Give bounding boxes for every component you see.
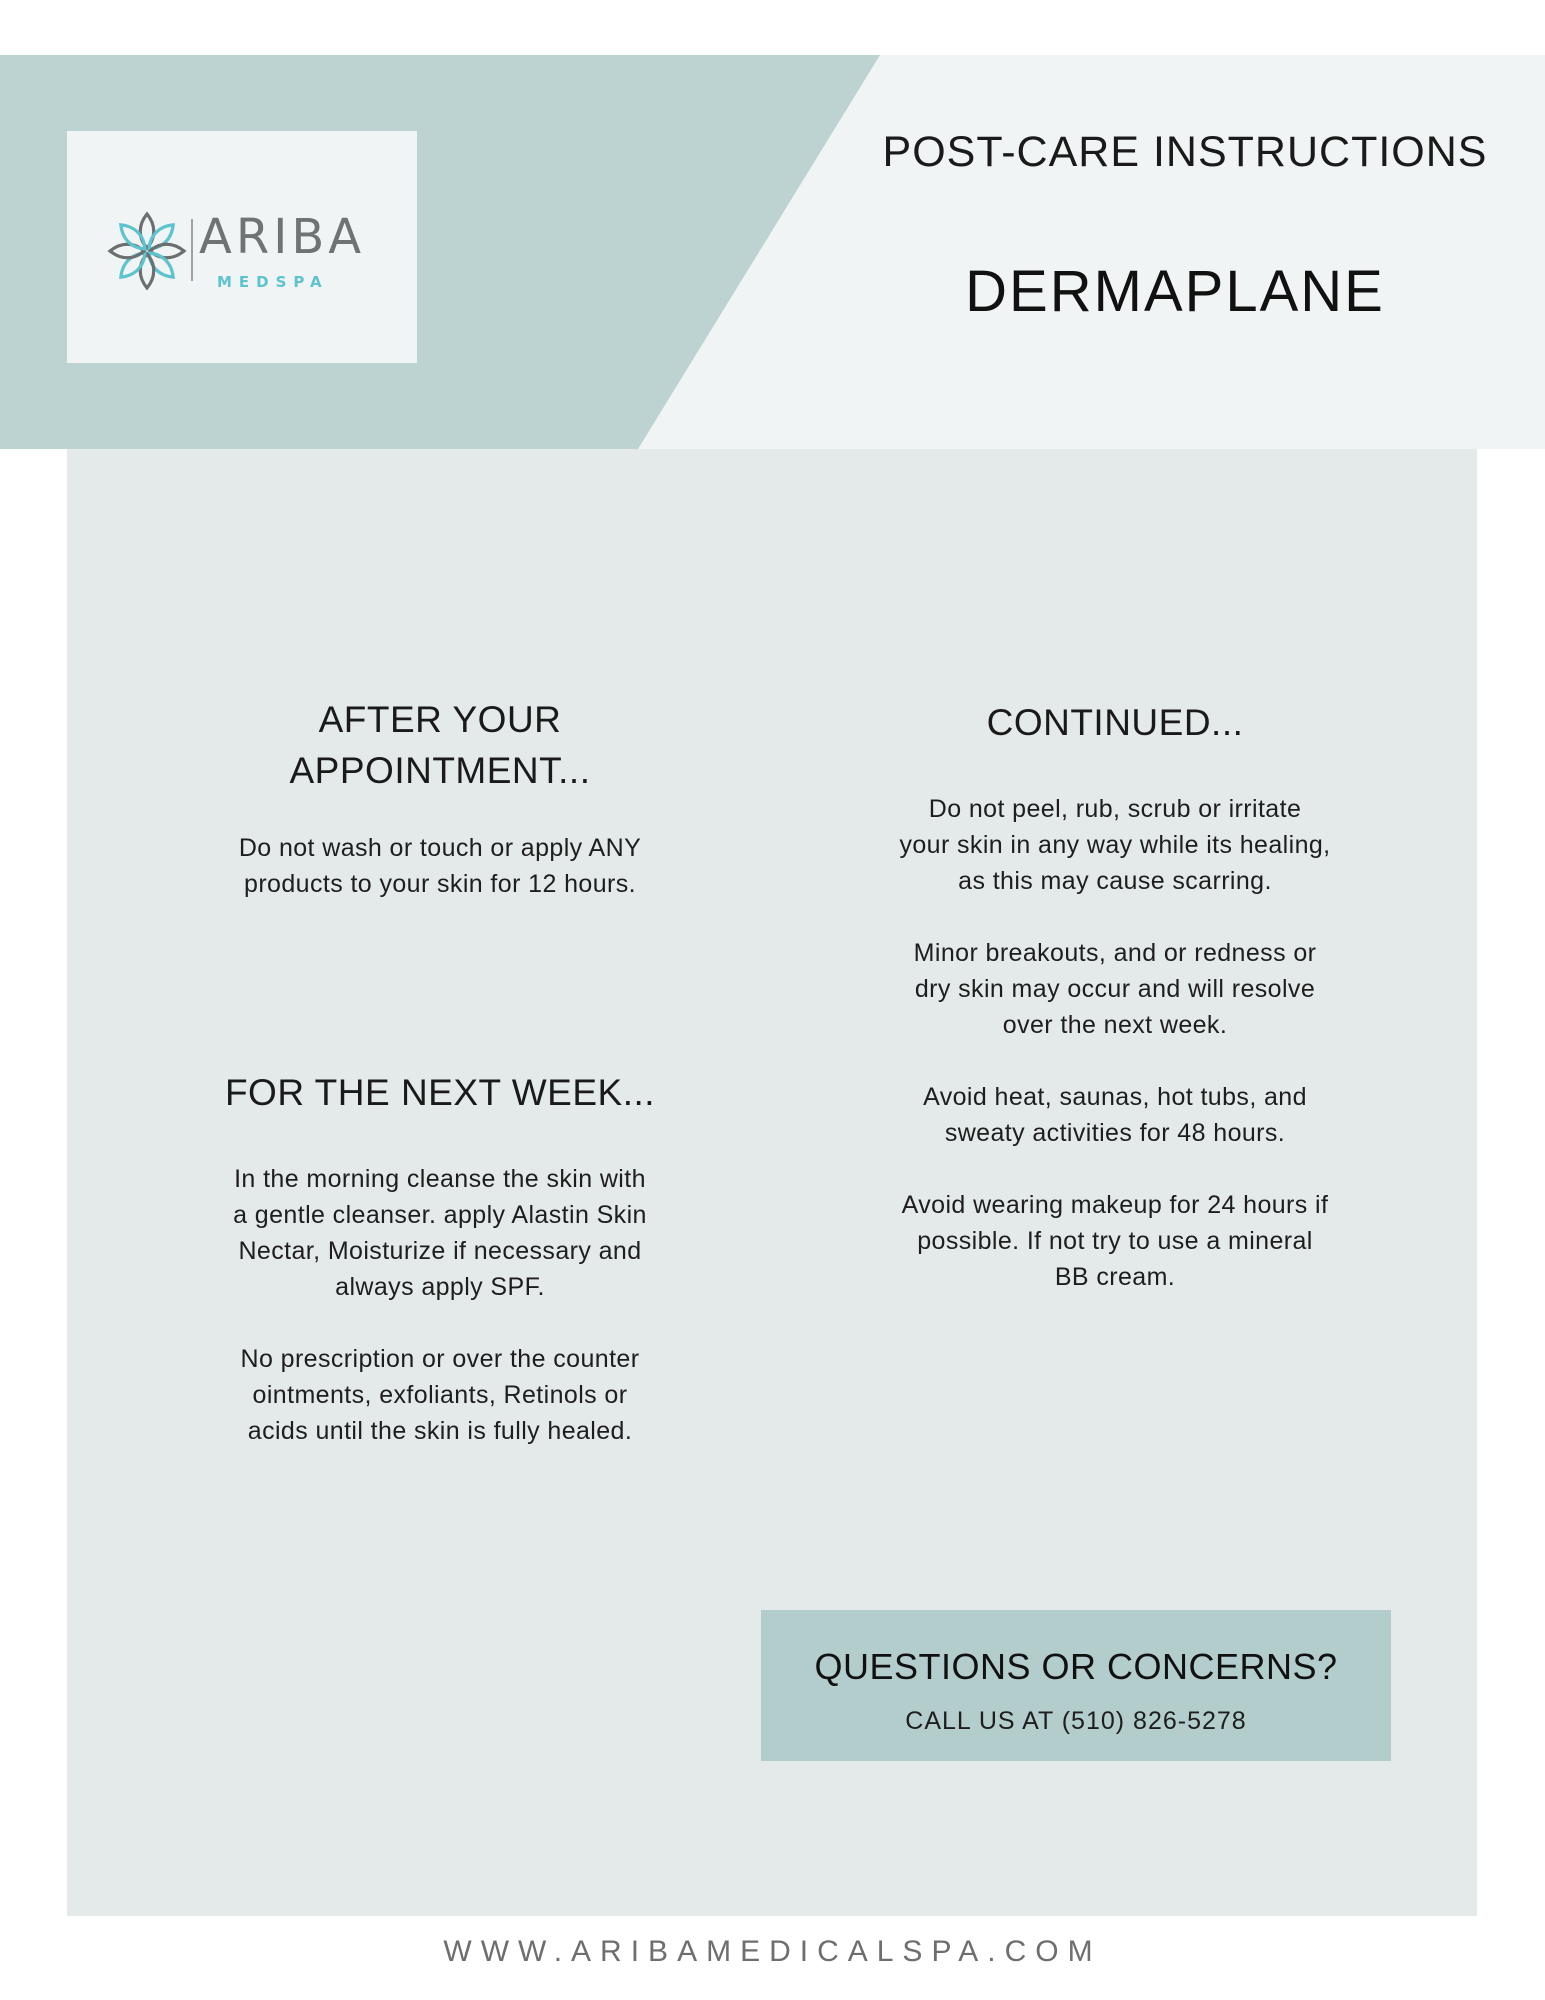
text-line: possible. If not try to use a mineral [917,1227,1313,1255]
text-line: In the morning cleanse the skin with [234,1165,646,1193]
text-line: Avoid heat, saunas, hot tubs, and [923,1083,1307,1111]
text-line: BB cream. [1054,1263,1176,1291]
text-line: Avoid wearing makeup for 24 hours if [901,1191,1329,1219]
logo-divider [191,219,193,281]
text-line: ointments, exfoliants, Retinols or [252,1381,628,1409]
continued-heading: CONTINUED... [986,702,1244,743]
text-line: Nectar, Moisturize if necessary and [238,1237,642,1265]
text-line: acids until the skin is fully healed. [247,1417,633,1445]
footer-website-link[interactable]: WWW.ARIBAMEDICALSPA.COM [443,1935,1102,1968]
text-line: always apply SPF. [335,1273,545,1301]
text-line: your skin in any way while its healing, [899,831,1331,859]
heading-line: AFTER YOUR [318,699,562,740]
text-line: Do not wash or touch or apply ANY [238,834,642,862]
text-line: a gentle cleanser. apply Alastin Skin [233,1201,647,1229]
text-line: over the next week. [1002,1011,1228,1039]
continued-paragraph-3 [845,1079,1385,1151]
contact-heading: QUESTIONS OR CONCERNS? [814,1646,1338,1687]
continued-paragraph-1 [845,791,1385,899]
text-line: sweaty activities for 48 hours. [944,1119,1286,1147]
header-kicker: POST-CARE INSTRUCTIONS [882,128,1488,176]
text-line: Do not peel, rub, scrub or irritate [928,795,1302,823]
after-appointment-text [180,830,700,902]
continued-paragraph-4 [845,1187,1385,1295]
contact-box [761,1610,1391,1761]
flower-logo-icon [107,211,187,291]
next-week-paragraph-2 [180,1341,700,1449]
text-line: products to your skin for 12 hours. [244,870,636,898]
logo-subtitle: MEDSPA [217,273,329,291]
text-line: as this may cause scarring. [958,867,1272,895]
after-appointment-heading [180,694,700,796]
text-line: No prescription or over the counter [240,1345,640,1373]
page-title: DERMAPLANE [965,259,1385,324]
text-line: dry skin may occur and will resolve [914,975,1316,1003]
text-line: Minor breakouts, and or redness or [913,939,1317,967]
heading-line: APPOINTMENT... [289,750,591,791]
contact-phone[interactable]: CALL US AT (510) 826-5278 [905,1707,1247,1735]
next-week-paragraph-1 [180,1161,700,1305]
next-week-heading: FOR THE NEXT WEEK... [224,1072,656,1113]
continued-paragraph-2 [845,935,1385,1043]
logo [67,131,417,363]
logo-name: ARIBA [199,209,366,265]
